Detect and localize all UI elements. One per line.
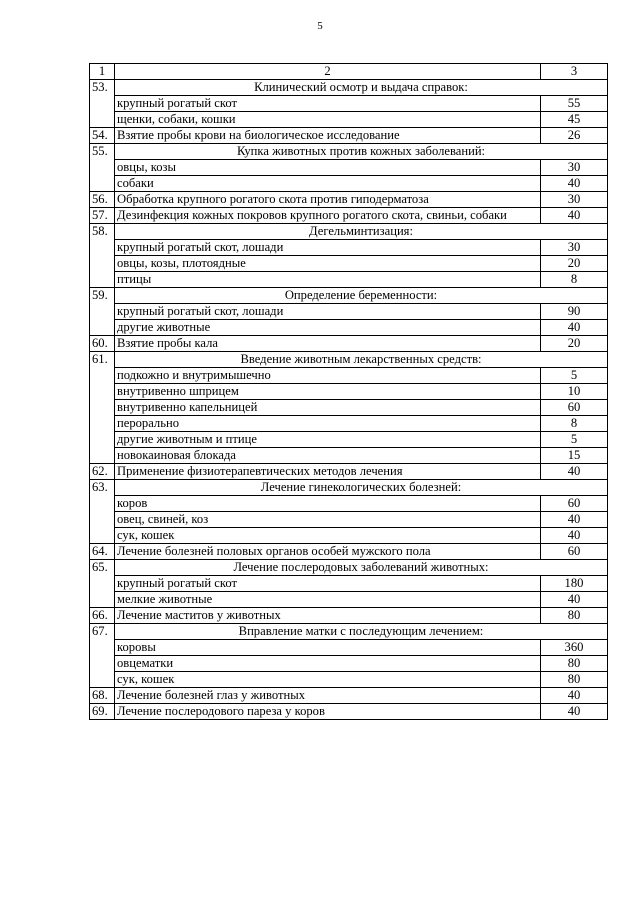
row-number: 68.	[90, 688, 115, 704]
service-price: 5	[541, 432, 608, 448]
service-price: 10	[541, 384, 608, 400]
section-title: Купка животных против кожных заболеваний:	[115, 144, 608, 160]
service-price: 40	[541, 208, 608, 224]
table-row	[90, 656, 608, 672]
header-col-2: 2	[115, 64, 541, 80]
service-price: 30	[541, 192, 608, 208]
service-price: 40	[541, 688, 608, 704]
row-number: 65.	[90, 560, 115, 608]
service-name: коров	[115, 496, 541, 512]
table-row	[90, 704, 608, 720]
service-name: крупный рогатый скот	[115, 96, 541, 112]
service-name: птицы	[115, 272, 541, 288]
section-header-row	[90, 288, 608, 304]
service-price: 40	[541, 512, 608, 528]
header-col-3: 3	[541, 64, 608, 80]
header-col-1: 1	[90, 64, 115, 80]
section-title: Лечение послеродовых заболеваний животных:	[115, 560, 608, 576]
service-name: Лечение послеродового пареза у коров	[115, 704, 541, 720]
row-number: 56.	[90, 192, 115, 208]
service-price: 40	[541, 320, 608, 336]
section-title: Дегельминтизация:	[115, 224, 608, 240]
service-price: 8	[541, 272, 608, 288]
row-number: 59.	[90, 288, 115, 336]
table-row	[90, 160, 608, 176]
table-row	[90, 496, 608, 512]
service-name: Взятие пробы кала	[115, 336, 541, 352]
row-number: 55.	[90, 144, 115, 192]
table-row	[90, 400, 608, 416]
row-number: 53.	[90, 80, 115, 128]
service-name: коровы	[115, 640, 541, 656]
service-price: 60	[541, 496, 608, 512]
row-number: 69.	[90, 704, 115, 720]
table-row	[90, 544, 608, 560]
row-number: 58.	[90, 224, 115, 288]
table-row	[90, 272, 608, 288]
service-name: овцы, козы, плотоядные	[115, 256, 541, 272]
table-row	[90, 576, 608, 592]
service-name: Дезинфекция кожных покровов крупного рогатого скота, свиньи, собаки	[115, 208, 541, 224]
table-header-row	[90, 64, 608, 80]
service-price: 80	[541, 672, 608, 688]
service-name: перорально	[115, 416, 541, 432]
service-price: 20	[541, 336, 608, 352]
service-name: подкожно и внутримышечно	[115, 368, 541, 384]
service-name: Лечение болезней половых органов особей мужского пола	[115, 544, 541, 560]
table-row	[90, 96, 608, 112]
table-row	[90, 592, 608, 608]
table-row	[90, 640, 608, 656]
service-name: внутривенно капельницей	[115, 400, 541, 416]
service-price: 90	[541, 304, 608, 320]
service-name: новокаиновая блокада	[115, 448, 541, 464]
table-row	[90, 432, 608, 448]
row-number: 57.	[90, 208, 115, 224]
section-title: Определение беременности:	[115, 288, 608, 304]
page-number: 5	[317, 20, 323, 32]
table-row	[90, 304, 608, 320]
service-price: 80	[541, 656, 608, 672]
service-name: овцы, козы	[115, 160, 541, 176]
table-row	[90, 464, 608, 480]
price-table	[89, 63, 608, 720]
table-row	[90, 176, 608, 192]
section-title: Клинический осмотр и выдача справок:	[115, 80, 608, 96]
table-row	[90, 384, 608, 400]
service-price: 360	[541, 640, 608, 656]
row-number: 64.	[90, 544, 115, 560]
service-price: 15	[541, 448, 608, 464]
table-row	[90, 320, 608, 336]
service-name: другие животные	[115, 320, 541, 336]
section-title: Лечение гинекологических болезней:	[115, 480, 608, 496]
service-name: Лечение маститов у животных	[115, 608, 541, 624]
row-number: 60.	[90, 336, 115, 352]
service-price: 40	[541, 528, 608, 544]
table-row	[90, 688, 608, 704]
table-row	[90, 128, 608, 144]
table-row	[90, 256, 608, 272]
section-title: Введение животным лекарственных средств:	[115, 352, 608, 368]
service-price: 30	[541, 160, 608, 176]
service-name: мелкие животные	[115, 592, 541, 608]
service-name: Взятие пробы крови на биологическое исследование	[115, 128, 541, 144]
row-number: 67.	[90, 624, 115, 688]
section-header-row	[90, 352, 608, 368]
table-row	[90, 512, 608, 528]
service-price: 40	[541, 592, 608, 608]
row-number: 62.	[90, 464, 115, 480]
table-row	[90, 336, 608, 352]
table-row	[90, 112, 608, 128]
section-title: Вправление матки с последующим лечением:	[115, 624, 608, 640]
service-name: щенки, собаки, кошки	[115, 112, 541, 128]
table-row	[90, 208, 608, 224]
service-price: 40	[541, 464, 608, 480]
service-name: крупный рогатый скот, лошади	[115, 304, 541, 320]
table-row	[90, 528, 608, 544]
service-name: сук, кошек	[115, 528, 541, 544]
row-number: 54.	[90, 128, 115, 144]
service-price: 80	[541, 608, 608, 624]
table-row	[90, 192, 608, 208]
section-header-row	[90, 560, 608, 576]
service-name: Применение физиотерапевтических методов лечения	[115, 464, 541, 480]
service-name: овец, свиней, коз	[115, 512, 541, 528]
service-price: 20	[541, 256, 608, 272]
service-price: 180	[541, 576, 608, 592]
service-name: собаки	[115, 176, 541, 192]
row-number: 61.	[90, 352, 115, 464]
service-price: 40	[541, 704, 608, 720]
section-header-row	[90, 80, 608, 96]
service-name: Лечение болезней глаз у животных	[115, 688, 541, 704]
service-price: 40	[541, 176, 608, 192]
table-row	[90, 672, 608, 688]
service-name: внутривенно шприцем	[115, 384, 541, 400]
table-row	[90, 416, 608, 432]
service-price: 26	[541, 128, 608, 144]
service-price: 60	[541, 400, 608, 416]
service-price: 30	[541, 240, 608, 256]
table-row	[90, 448, 608, 464]
row-number: 66.	[90, 608, 115, 624]
service-name: Обработка крупного рогатого скота против гиподерматоза	[115, 192, 541, 208]
section-header-row	[90, 480, 608, 496]
service-name: сук, кошек	[115, 672, 541, 688]
section-header-row	[90, 624, 608, 640]
service-name: другие животным и птице	[115, 432, 541, 448]
price-table-body	[90, 64, 608, 720]
section-header-row	[90, 224, 608, 240]
table-row	[90, 608, 608, 624]
table-row	[90, 368, 608, 384]
service-price: 8	[541, 416, 608, 432]
service-price: 45	[541, 112, 608, 128]
service-price: 60	[541, 544, 608, 560]
section-header-row	[90, 144, 608, 160]
service-name: крупный рогатый скот, лошади	[115, 240, 541, 256]
service-price: 55	[541, 96, 608, 112]
service-name: овцематки	[115, 656, 541, 672]
table-row	[90, 240, 608, 256]
service-name: крупный рогатый скот	[115, 576, 541, 592]
service-price: 5	[541, 368, 608, 384]
row-number: 63.	[90, 480, 115, 544]
